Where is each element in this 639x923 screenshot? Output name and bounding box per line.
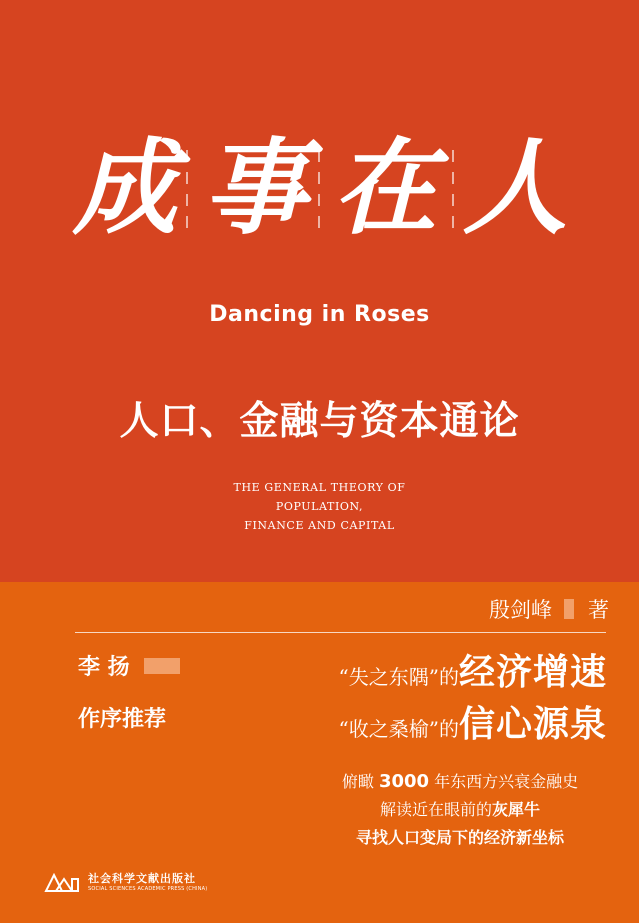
english-title: Dancing in Roses bbox=[209, 302, 430, 327]
blurb-text: 俯瞰 bbox=[341, 772, 374, 791]
blurb-line-1 bbox=[300, 768, 620, 796]
english-subtitle-line: POPULATION, bbox=[275, 500, 364, 513]
publisher-text bbox=[88, 873, 207, 893]
quote-line-2 bbox=[339, 696, 607, 747]
title-char: 在 bbox=[332, 126, 437, 249]
divider-line bbox=[75, 632, 606, 633]
blurb-line-2 bbox=[300, 796, 620, 824]
blurb-bold: 寻找人口变局下的经济新坐标 bbox=[355, 828, 564, 847]
preface-author bbox=[78, 650, 180, 681]
english-subtitle-line: FINANCE AND CAPITAL bbox=[244, 519, 395, 532]
title-char: 事 bbox=[202, 126, 307, 249]
chinese-subtitle: 人口、金融与资本通论 bbox=[119, 398, 520, 444]
english-subtitle bbox=[0, 478, 639, 535]
author-line bbox=[489, 594, 609, 624]
publisher-logo-icon bbox=[44, 873, 80, 893]
publisher-name-cn: 社会科学文献出版社 bbox=[88, 872, 196, 885]
blurb-number: 3000 bbox=[378, 771, 430, 792]
quote-big: 信心源泉 bbox=[458, 703, 607, 745]
blurb-text: 解读近在眼前的 bbox=[379, 800, 492, 819]
preface-label: 作序推荐 bbox=[78, 706, 167, 732]
title-separator bbox=[452, 150, 454, 228]
author-role: 著 bbox=[588, 598, 609, 622]
quote-small: “失之东隅”的 bbox=[338, 665, 459, 689]
blurb bbox=[300, 768, 620, 852]
quote-line-1 bbox=[339, 644, 607, 695]
publisher bbox=[44, 873, 207, 893]
author-name: 殷剑峰 bbox=[489, 598, 552, 622]
english-subtitle-line: THE GENERAL THEORY OF bbox=[233, 481, 406, 494]
title-char: 人 bbox=[462, 126, 567, 249]
blurb-bold: 灰犀牛 bbox=[492, 800, 541, 819]
publisher-name-en: SOCIAL SCIENCES ACADEMIC PRESS (CHINA) bbox=[88, 886, 208, 892]
blurb-text: 年东西方兴衰金融史 bbox=[434, 772, 579, 791]
preface-author-name: 李 扬 bbox=[78, 654, 130, 680]
calligraphy-title bbox=[60, 118, 580, 258]
title-separator bbox=[318, 150, 320, 228]
quote-small: “收之桑榆”的 bbox=[338, 717, 459, 741]
preface-bar bbox=[144, 658, 180, 674]
author-bar bbox=[564, 599, 574, 619]
blurb-line-3 bbox=[300, 824, 620, 852]
title-separator bbox=[186, 150, 188, 228]
quote-big: 经济增速 bbox=[458, 651, 607, 693]
title-char: 成 bbox=[72, 126, 177, 249]
